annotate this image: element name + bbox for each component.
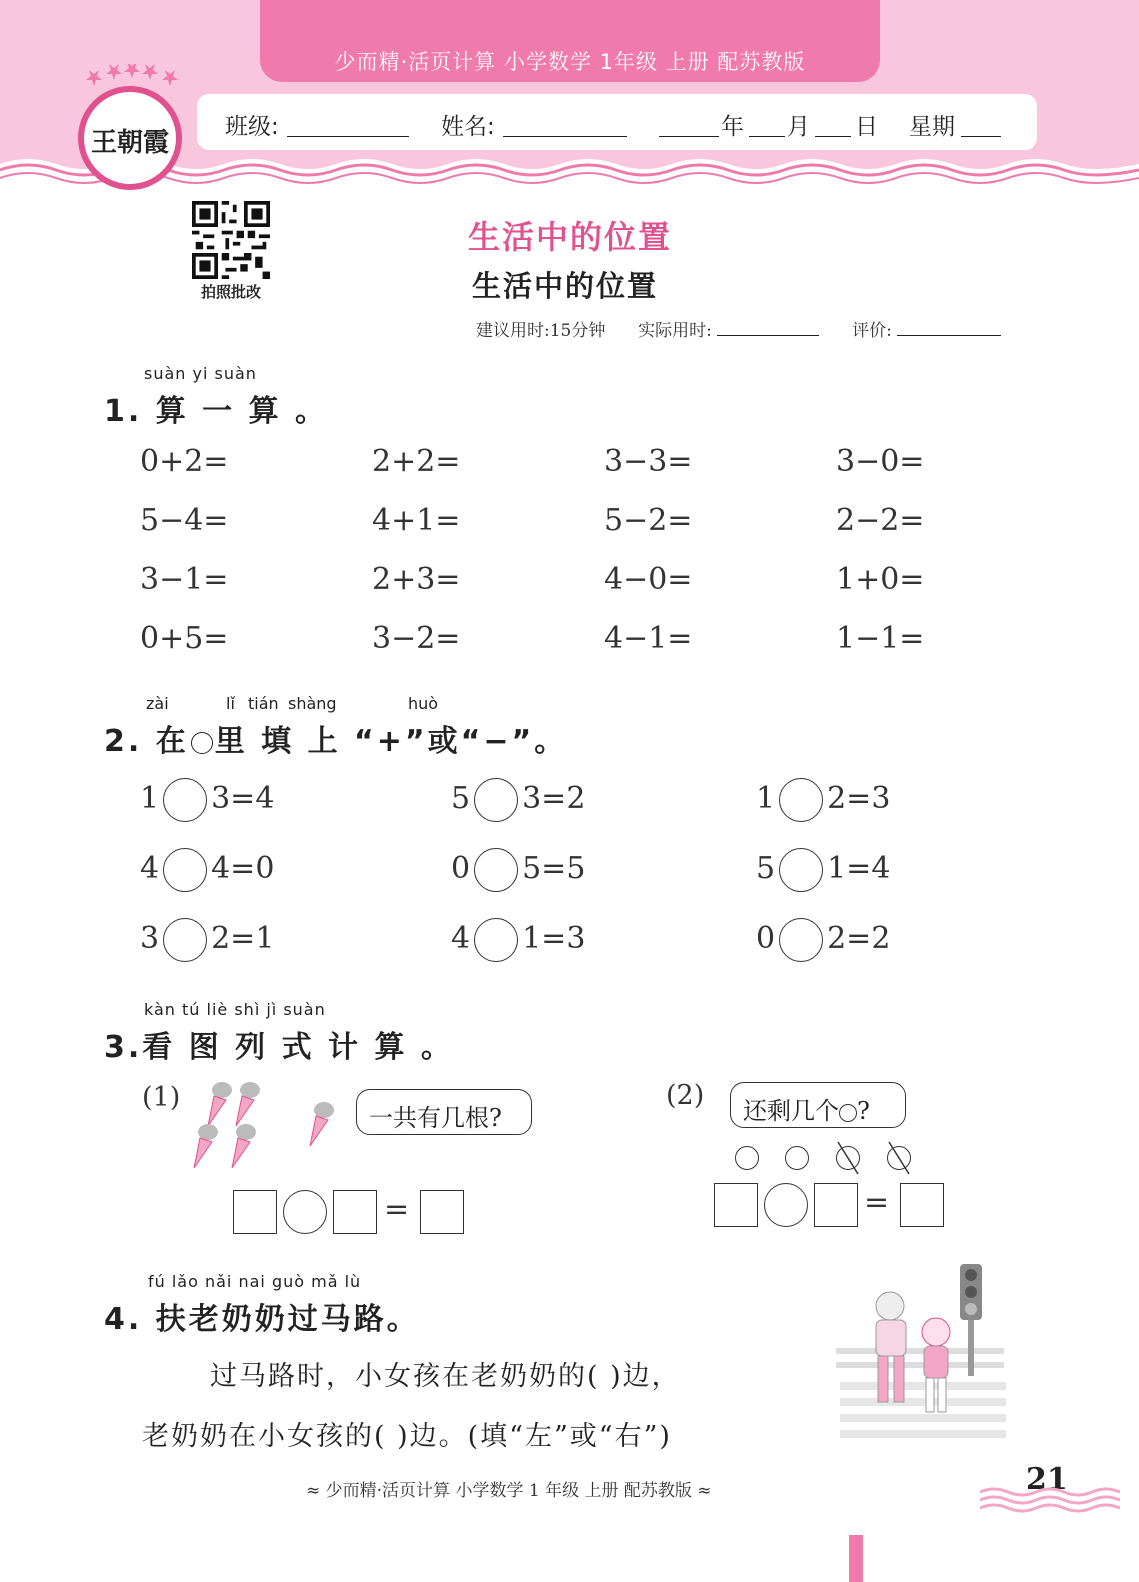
class-field[interactable]	[287, 136, 409, 137]
q2-pinyin: shàng	[288, 694, 337, 713]
answer-circle[interactable]	[163, 848, 207, 892]
answer-circle[interactable]	[779, 918, 823, 962]
time-row	[476, 316, 1001, 341]
q1-equation: 5−2=	[604, 503, 693, 538]
footer-wave	[980, 1484, 1120, 1514]
answer-circle[interactable]	[779, 848, 823, 892]
weekday-label: 星期	[909, 114, 955, 140]
q2-title	[104, 716, 567, 760]
q2-pinyin: zài	[146, 694, 169, 713]
answer-box[interactable]	[900, 1183, 944, 1227]
q1-pinyin: suàn yi suàn	[144, 364, 257, 383]
q2-equation: 1 2=3	[756, 778, 890, 822]
q1-equation: 2+3=	[372, 562, 461, 597]
q2-equation: 4 4=0	[140, 848, 274, 892]
answer-circle[interactable]	[163, 778, 207, 822]
q1-equation: 4+1=	[372, 503, 461, 538]
q1-title: 1. 算 一 算 。	[104, 394, 329, 429]
qr-label: 拍照批改	[200, 283, 261, 301]
equals-sign: =	[384, 1192, 410, 1227]
q3-part1-label: (1)	[142, 1082, 181, 1113]
q4-pinyin: fú lǎo nǎi nai guò mǎ lù	[148, 1272, 362, 1291]
answer-circle[interactable]	[474, 848, 518, 892]
class-label: 班级:	[225, 114, 279, 140]
answer-box[interactable]	[333, 1190, 377, 1234]
student-info-box	[197, 94, 1037, 150]
rating-label: 评价:	[852, 321, 892, 341]
answer-box[interactable]	[814, 1183, 858, 1227]
q2-equation: 0 2=2	[756, 918, 890, 962]
q2-equation: 5 1=4	[756, 848, 890, 892]
q1-equation: 4−0=	[604, 562, 693, 597]
year-field[interactable]	[659, 136, 719, 137]
q1-equation: 2−2=	[836, 503, 925, 538]
circle-icon	[735, 1146, 759, 1170]
page-number: 21	[1026, 1462, 1068, 1497]
month-label: 月	[787, 114, 810, 140]
footer-series: ≈ 少而精·活页计算 小学数学 1 年级 上册 配苏教版 ≈	[306, 1481, 712, 1501]
q2-pinyin: tián	[248, 694, 279, 713]
name-field[interactable]	[503, 136, 627, 137]
day-label: 日	[855, 114, 878, 140]
q2-pinyin: lǐ	[226, 694, 235, 713]
speech-bubble	[730, 1082, 906, 1128]
crosswalk-illustration	[836, 1262, 1010, 1446]
name-label: 姓名:	[441, 114, 495, 140]
q2-equation: 0 5=5	[451, 848, 585, 892]
unit-title: 生活中的位置	[467, 218, 672, 256]
equals-sign: =	[864, 1185, 890, 1220]
q2-equation: 4 1=3	[451, 918, 585, 962]
answer-circle[interactable]	[474, 778, 518, 822]
q3-pinyin: kàn tú liè shì jì suàn	[144, 1000, 326, 1019]
actual-time-field[interactable]	[717, 335, 819, 336]
answer-circle[interactable]	[474, 918, 518, 962]
q1-equation: 5−4=	[140, 503, 229, 538]
q1-equation: 2+2=	[372, 444, 461, 479]
year-label: 年	[721, 114, 744, 140]
q4-title: 4. 扶老奶奶过马路。	[104, 1302, 420, 1337]
q1-equation: 1+0=	[836, 562, 925, 597]
circle-icon	[785, 1146, 809, 1170]
q1-equation: 3−2=	[372, 621, 461, 656]
q2-title-a: 2. 在	[104, 724, 189, 759]
bubble-text: ?	[857, 1097, 870, 1125]
cross-strokes	[834, 1140, 918, 1176]
q2-equation: 3 2=1	[140, 918, 274, 962]
q1-equation: 3−0=	[836, 444, 925, 479]
answer-box[interactable]	[233, 1190, 277, 1234]
answer-box[interactable]	[420, 1190, 464, 1234]
q2-equation: 1 3=4	[140, 778, 274, 822]
actual-time-label: 实际用时:	[638, 321, 712, 341]
q1-equation: 0+5=	[140, 621, 229, 656]
q1-equation: 1−1=	[836, 621, 925, 656]
rating-field[interactable]	[897, 335, 1001, 336]
answer-circle[interactable]	[163, 918, 207, 962]
brand-logo	[78, 86, 182, 190]
q4-line1: 过马路时，小女孩在老奶奶的( )边，	[210, 1361, 681, 1392]
q3-title: 3.看 图 列 式 计 算 。	[104, 1030, 454, 1065]
lesson-title: 生活中的位置	[471, 269, 658, 303]
speech-bubble: 一共有几根?	[356, 1089, 532, 1135]
circle-icon	[839, 1104, 857, 1122]
q3-part2-label: (2)	[666, 1080, 705, 1111]
weekday-field[interactable]	[961, 136, 1001, 137]
answer-box[interactable]	[714, 1183, 758, 1227]
series-title: 少而精·活页计算 小学数学 1年级 上册 配苏教版	[334, 50, 806, 74]
brand-logo-text: 王朝霞	[90, 128, 169, 158]
bubble-text: 还剩几个	[743, 1097, 839, 1125]
month-field[interactable]	[749, 136, 785, 137]
carrot-icon	[186, 1076, 346, 1172]
answer-circle[interactable]	[283, 1190, 327, 1234]
qr-code-icon[interactable]	[192, 201, 270, 279]
q1-equation: 3−1=	[140, 562, 229, 597]
answer-circle[interactable]	[764, 1183, 808, 1227]
q1-equation: 4−1=	[604, 621, 693, 656]
q2-equation: 5 3=2	[451, 778, 585, 822]
q2-title-b: 里 填 上 “+”或“−”。	[214, 724, 568, 759]
answer-circle[interactable]	[779, 778, 823, 822]
circle-icon	[191, 732, 213, 754]
suggested-time: 建议用时:15分钟	[476, 321, 606, 341]
q2-pinyin: huò	[408, 694, 439, 713]
q1-equation: 3−3=	[604, 444, 693, 479]
q4-line2: 老奶奶在小女孩的( )边。(填“左”或“右”)	[142, 1421, 672, 1452]
page-edge-marker	[849, 1535, 863, 1582]
day-field[interactable]	[815, 136, 851, 137]
q1-equation: 0+2=	[140, 444, 229, 479]
